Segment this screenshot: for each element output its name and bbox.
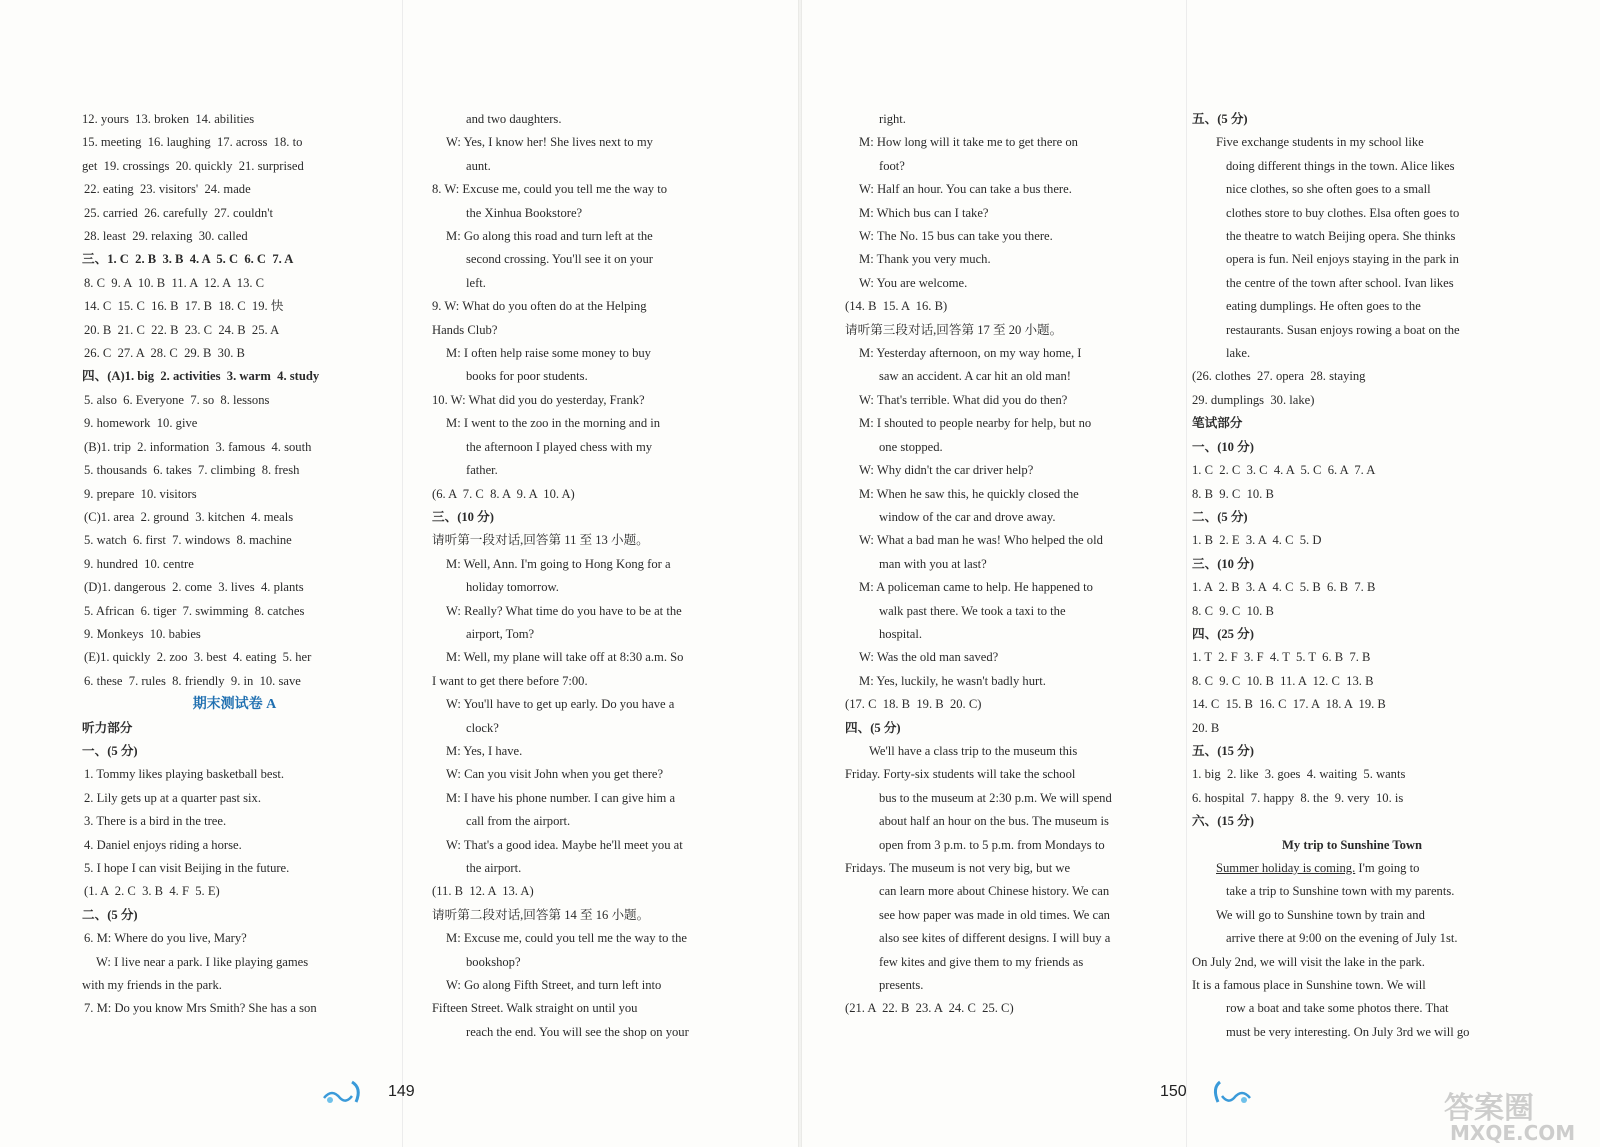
- text-line: get 19. crossings 20. quickly 21. surprised: [82, 158, 304, 173]
- text-line: 9. W: What do you often do at the Helping: [432, 299, 647, 314]
- text-line: 听力部分: [82, 720, 133, 735]
- text-line: (C)1. area 2. ground 3. kitchen 4. meals: [84, 509, 294, 524]
- text-line: 笔试部分: [1192, 416, 1243, 431]
- text-line: holiday tomorrow.: [466, 580, 559, 595]
- text-line: M: Which bus can I take?: [859, 205, 989, 220]
- text-line: M: Well, Ann. I'm going to Hong Kong for a: [446, 556, 671, 571]
- text-line: 15. meeting 16. laughing 17. across 18. to: [82, 135, 303, 150]
- page-number-left: 149: [388, 1083, 415, 1100]
- text-line: W: Yes, I know her! She lives next to my: [446, 135, 653, 150]
- text-line: 四、(25 分): [1192, 626, 1254, 641]
- text-line: left.: [466, 275, 486, 290]
- text-line: We'll have a class trip to the museum this: [869, 743, 1078, 758]
- wave-decoration-icon: [322, 1078, 368, 1111]
- text-line: the centre of the town after school. Ivan likes: [1226, 275, 1454, 290]
- text-line: 1. T 2. F 3. F 4. T 5. T 6. B 7. B: [1192, 650, 1371, 665]
- text-line: restaurants. Susan enjoys rowing a boat on the: [1226, 322, 1460, 337]
- text-line: W: Was the old man saved?: [859, 650, 999, 665]
- text-line: 5. African 6. tiger 7. swimming 8. catches: [84, 603, 305, 618]
- text-line: M: Yes, luckily, he wasn't badly hurt.: [859, 673, 1046, 688]
- watermark-en: MXQE.COM: [1450, 1121, 1576, 1144]
- text-line: reach the end. You will see the shop on your: [466, 1024, 689, 1039]
- text-line: and two daughters.: [466, 112, 562, 126]
- text-line: 二、(5 分): [1192, 509, 1248, 524]
- text-line: 25. carried 26. carefully 27. couldn't: [84, 205, 274, 220]
- column-divider: [1186, 0, 1187, 1147]
- text-line: clothes store to buy clothes. Elsa often goes to: [1226, 205, 1460, 220]
- text-line: 14. C 15. C 16. B 17. B 18. C 19. 快: [84, 299, 284, 314]
- text-line: M: A policeman came to help. He happened to: [859, 580, 1093, 595]
- text-line: (6. A 7. C 8. A 9. A 10. A): [432, 486, 575, 501]
- text-line: M: Go along this road and turn left at the: [446, 229, 653, 244]
- text-line: It is a famous place in Sunshine town. We will: [1192, 978, 1426, 993]
- text-line: 四、(5 分): [845, 720, 901, 735]
- text-line: 5. watch 6. first 7. windows 8. machine: [84, 533, 292, 548]
- text-line: can learn more about Chinese history. We can: [879, 884, 1110, 899]
- text-line: M: Well, my plane will take off at 8:30 a.m. So: [446, 650, 684, 665]
- text-line: 4. Daniel enjoys riding a horse.: [84, 837, 242, 852]
- answer-column-2: [432, 108, 742, 1044]
- text-line: 12. yours 13. broken 14. abilities: [82, 112, 255, 126]
- text-line: nice clothes, so she often goes to a small: [1226, 182, 1431, 197]
- answer-column-1: [82, 108, 387, 1021]
- text-line: Fifteen Street. Walk straight on until you: [432, 1001, 638, 1016]
- text-line: aunt.: [466, 158, 491, 173]
- text-line: (D)1. dangerous 2. come 3. lives 4. plants: [84, 580, 304, 595]
- text-line: M: How long will it take me to get there on: [859, 135, 1078, 150]
- text-line: one stopped.: [879, 439, 943, 454]
- text-line: 20. B: [1192, 720, 1220, 735]
- text-line: W: Really? What time do you have to be at the: [446, 603, 682, 618]
- text-line: Fridays. The museum is not very big, but we: [845, 861, 1071, 875]
- text-line: 6. M: Where do you live, Mary?: [84, 931, 247, 946]
- text-line: 9. homework 10. give: [84, 416, 198, 431]
- text-line: M: I have his phone number. I can give him a: [446, 790, 676, 805]
- page-number-right: 150: [1160, 1083, 1187, 1100]
- text-line: 请听第二段对话,回答第 14 至 16 小题。: [432, 907, 650, 922]
- text-line: I want to get there before 7:00.: [432, 673, 588, 688]
- answer-column-3: [845, 108, 1160, 1021]
- text-line: (21. A 22. B 23. A 24. C 25. C): [845, 1001, 1014, 1016]
- text-line: 3. There is a bird in the tree.: [84, 814, 227, 829]
- text-line: W: Why didn't the car driver help?: [859, 463, 1034, 478]
- text-line: 1. A 2. B 3. A 4. C 5. B 6. B 7. B: [1192, 580, 1376, 595]
- text-line: bus to the museum at 2:30 p.m. We will spend: [879, 790, 1112, 805]
- text-line: opera is fun. Neil enjoys staying in the park in: [1226, 252, 1459, 267]
- section-title: 期末测试卷 A: [192, 697, 277, 713]
- text-line: M: I went to the zoo in the morning and in: [446, 416, 661, 431]
- text-line: few kites and give them to my friends as: [879, 954, 1084, 969]
- text-line: 8. C 9. A 10. B 11. A 12. A 13. C: [84, 275, 265, 290]
- text-line: right.: [879, 112, 906, 126]
- text-line: W: Can you visit John when you get there?: [446, 767, 664, 782]
- text-line: 请听第三段对话,回答第 17 至 20 小题。: [845, 322, 1063, 337]
- text-line: 五、(5 分): [1192, 112, 1248, 126]
- text-line: Friday. Forty-six students will take the school: [845, 767, 1076, 782]
- text-line: (B)1. trip 2. information 3. famous 4. south: [84, 439, 312, 454]
- text-line: 1. B 2. E 3. A 4. C 5. D: [1192, 533, 1322, 548]
- text-line: M: When he saw this, he quickly closed the: [859, 486, 1079, 501]
- text-line: 10. W: What did you do yesterday, Frank?: [432, 392, 645, 407]
- text-line: M: I often help raise some money to buy: [446, 346, 651, 361]
- text-line: man with you at last?: [879, 556, 987, 571]
- text-line: 四、(A)1. big 2. activities 3. warm 4. study: [82, 369, 320, 384]
- text-line: the afternoon I played chess with my: [466, 439, 653, 454]
- answer-column-4: [1192, 108, 1512, 1044]
- text-line: father.: [466, 463, 498, 478]
- watermark-cn: 答案圈: [1444, 1091, 1534, 1126]
- text-line: 6. these 7. rules 8. friendly 9. in 10. save: [84, 673, 301, 688]
- text-line: (11. B 12. A 13. A): [432, 884, 534, 899]
- text-line: 5. I hope I can visit Beijing in the future.: [84, 861, 290, 875]
- text-line: bookshop?: [466, 954, 521, 969]
- text-line: M: Excuse me, could you tell me the way to the: [446, 931, 687, 946]
- text-line: 请听第一段对话,回答第 11 至 13 小题。: [432, 533, 649, 548]
- column-divider: [402, 0, 403, 1147]
- text-line: arrive there at 9:00 on the evening of July 1st.: [1226, 931, 1458, 946]
- text-line: W: Go along Fifth Street, and turn left into: [446, 978, 662, 993]
- text-line: W: Half an hour. You can take a bus there.: [859, 182, 1072, 197]
- text-line: 一、(10 分): [1192, 439, 1254, 454]
- text-line: the theatre to watch Beijing opera. She thinks: [1226, 229, 1456, 244]
- text-line: We will go to Sunshine town by train and: [1216, 907, 1425, 922]
- text-line: (26. clothes 27. opera 28. staying: [1192, 369, 1366, 384]
- text-line: 29. dumplings 30. lake): [1192, 392, 1315, 407]
- text-line: second crossing. You'll see it on your: [466, 252, 653, 267]
- text-line: 7. M: Do you know Mrs Smith? She has a son: [84, 1001, 317, 1016]
- watermark-logo-icon: [1440, 1084, 1590, 1144]
- text-line: 三、(10 分): [432, 509, 494, 524]
- text-line: 三、(10 分): [1192, 556, 1254, 571]
- text-line: 20. B 21. C 22. B 23. C 24. B 25. A: [84, 322, 280, 337]
- text-line: (17. C 18. B 19. B 20. C): [845, 697, 982, 712]
- text-line: (1. A 2. C 3. B 4. F 5. E): [84, 884, 220, 899]
- text-line: 六、(15 分): [1192, 814, 1254, 829]
- text-line: presents.: [879, 978, 924, 993]
- text-line: row a boat and take some photos there. That: [1226, 1001, 1449, 1016]
- text-line: 5. also 6. Everyone 7. so 8. lessons: [84, 392, 270, 407]
- text-line: eating dumplings. He often goes to the: [1226, 299, 1421, 314]
- text-line: M: Thank you very much.: [859, 252, 991, 267]
- text-line: W: The No. 15 bus can take you there.: [859, 229, 1053, 244]
- text-line: 8. W: Excuse me, could you tell me the way to: [432, 182, 668, 197]
- wave-decoration-icon: [1206, 1078, 1252, 1111]
- text-line: call from the airport.: [466, 814, 571, 829]
- text-line: airport, Tom?: [466, 626, 535, 641]
- text-line: M: Yesterday afternoon, on my way home, I: [859, 346, 1082, 361]
- text-line: 22. eating 23. visitors' 24. made: [84, 182, 251, 197]
- text-line: 五、(15 分): [1192, 743, 1254, 758]
- text-line: On July 2nd, we will visit the lake in the park.: [1192, 954, 1425, 969]
- text-line: with my friends in the park.: [82, 978, 222, 993]
- text-line: books for poor students.: [466, 369, 588, 384]
- text-line: 6. hospital 7. happy 8. the 9. very 10. is: [1192, 790, 1404, 805]
- text-line: see how paper was made in old times. We can: [879, 907, 1110, 922]
- text-line: W: I live near a park. I like playing games: [96, 954, 309, 969]
- text-line: 8. B 9. C 10. B: [1192, 486, 1274, 501]
- text-line: 28. least 29. relaxing 30. called: [84, 229, 248, 244]
- text-line: take a trip to Sunshine town with my parents.: [1226, 884, 1455, 899]
- text-line: lake.: [1226, 346, 1251, 361]
- text-line: W: You'll have to get up early. Do you have a: [446, 697, 675, 712]
- text-line: M: Yes, I have.: [446, 743, 523, 758]
- text-line: Five exchange students in my school like: [1216, 135, 1424, 150]
- text-line: 14. C 15. B 16. C 17. A 18. A 19. B: [1192, 697, 1386, 712]
- text-line: about half an hour on the bus. The museum is: [879, 814, 1109, 829]
- essay-title: My trip to Sunshine Town: [1282, 837, 1422, 852]
- text-line: hospital.: [879, 626, 923, 641]
- book-binding: [798, 0, 802, 1147]
- text-line: foot?: [879, 158, 905, 173]
- text-line: 9. prepare 10. visitors: [84, 486, 197, 501]
- text-line: clock?: [466, 720, 499, 735]
- text-line: doing different things in the town. Alice likes: [1226, 158, 1455, 173]
- text-line: (14. B 15. A 16. B): [845, 299, 948, 314]
- text-line: 二、(5 分): [82, 907, 138, 922]
- text-line: open from 3 p.m. to 5 p.m. from Mondays to: [879, 837, 1105, 852]
- text-line: 1. C 2. C 3. C 4. A 5. C 6. A 7. A: [1192, 463, 1376, 478]
- text-line: the Xinhua Bookstore?: [466, 205, 583, 220]
- text-line: window of the car and drove away.: [879, 509, 1056, 524]
- text-line: (E)1. quickly 2. zoo 3. best 4. eating 5. her: [84, 650, 312, 665]
- text-line: M: I shouted to people nearby for help, but no: [859, 416, 1092, 431]
- text-line: 8. C 9. C 10. B 11. A 12. C 13. B: [1192, 673, 1374, 688]
- text-line: 9. hundred 10. centre: [84, 556, 194, 571]
- text-line: W: That's terrible. What did you do then?: [859, 392, 1068, 407]
- text-line: W: You are welcome.: [859, 275, 968, 290]
- text-line: must be very interesting. On July 3rd we will go: [1226, 1024, 1470, 1039]
- text-line: saw an accident. A car hit an old man!: [879, 369, 1071, 384]
- text-line: 三、1. C 2. B 3. B 4. A 5. C 6. C 7. A: [82, 252, 294, 267]
- text-line: 9. Monkeys 10. babies: [84, 626, 201, 641]
- text-line: W: What a bad man he was! Who helped the old: [859, 533, 1103, 548]
- text-line: also see kites of different designs. I will buy a: [879, 931, 1111, 946]
- text-line: 1. big 2. like 3. goes 4. waiting 5. wants: [1192, 767, 1406, 782]
- text-line: 1. Tommy likes playing basketball best.: [84, 767, 285, 782]
- text-line: Summer holiday is coming. I'm going to: [1216, 861, 1420, 875]
- text-line: 一、(5 分): [82, 743, 138, 758]
- text-line: the airport.: [466, 861, 522, 875]
- text-line: W: That's a good idea. Maybe he'll meet you at: [446, 837, 683, 852]
- text-line: 2. Lily gets up at a quarter past six.: [84, 790, 261, 805]
- text-line: Hands Club?: [432, 322, 498, 337]
- text-line: 26. C 27. A 28. C 29. B 30. B: [84, 346, 245, 361]
- text-line: 8. C 9. C 10. B: [1192, 603, 1274, 618]
- text-line: 5. thousands 6. takes 7. climbing 8. fresh: [84, 463, 300, 478]
- text-line: walk past there. We took a taxi to the: [879, 603, 1066, 618]
